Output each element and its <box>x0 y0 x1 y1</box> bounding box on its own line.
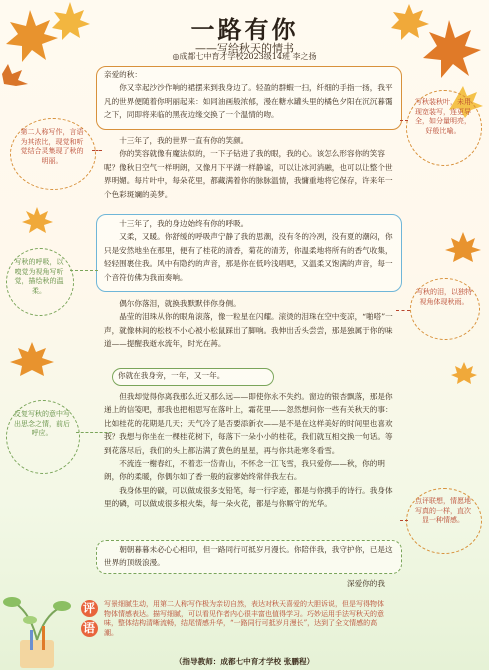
note-1: 写秋装秋叶，未用现宽装写，连更导全，如分量明亮，好般比喻。 <box>415 98 471 135</box>
signature: 深爱你的我 <box>347 579 385 588</box>
paragraph-12: 朝朝暮暮未必心心相印，但一路同行可抵岁月漫长。你陪伴我，我守护你，已是这世界的顶级浪漫。 <box>104 545 393 568</box>
paragraph-6: 偶尔你落泪，就换我默默伴你身侧。 <box>119 299 241 308</box>
paragraph-8: 你就在我身旁，一年，又一年。 <box>118 371 225 380</box>
paragraph-7: 晶莹的泪珠从你的眼角滚落，像一粒星在闪耀。滚烫的泪珠在空中变凉，“啪嗒”一声，就像林间的松枝不小心被小松鼠踩出了脚响。我伸出舌头尝尝，那是独属于你的味道——提醒我逝水流年，时光在苒。 <box>104 312 393 349</box>
note-connector <box>396 310 410 311</box>
page-title: 一路有你 <box>190 15 299 44</box>
review-badge-char-2: 语 <box>81 620 98 637</box>
body-section-5 <box>118 369 268 382</box>
page-subtitle: ——写给秋天的情书 <box>195 42 294 55</box>
paragraph-11: 我身体里的碳，可以做成很多支铅笔，每一行字迹，都是与你携手的诗行。我身体里的磷，可以做成很多根火柴，每一朵火花，都是与你厮守的光华。 <box>104 485 393 509</box>
paragraph-5: 又柔，又暖。你舒缓的呼吸声宁静了我的思潮，没有冬的冷冽，没有夏的潮闷，你只是安然地坐在那里，便有了桂花的清香，菊花的清芳，你温柔地将所有的香气收集，轻轻围裹住我。风中有隐约的声音，那是你在低吟浅唱吧，又温柔又饱满的声音，每一个音符仿佛为我而奏响。 <box>104 232 393 282</box>
plant-decoration-icon <box>0 560 80 670</box>
paragraph-2: 十三年了，我的世界一直有你的笑颜。 <box>119 136 249 145</box>
author-line: ◎成都七中育才学校2023级14班 李之扬 <box>172 52 317 61</box>
body-section-2 <box>104 134 396 201</box>
note-connector <box>70 270 98 271</box>
note-connector <box>400 120 408 121</box>
maple-leaf-icon <box>20 205 54 235</box>
review-text: 写景细腻生动，用第二人称写作极为亲切自然，表达对秋天喜爱的大胆诉说，但是写得物体物体情感表达。描写细腻，可以看见作者内心很丰富也值得学习。巧妙运用手法写秋天的意味，整体结构清晰流畅，结尾情感升华，“一路同行可抵岁月漫长”，达到了全文情感的高潮。 <box>104 600 384 637</box>
paragraph-1: 你又幸起沙沙作响的裙摆来到我身边了。轻盈的群蝦一扫，纤细的手指一扬，我平凡的世界便随着你明丽起来：如同油画般浓郁，漫在糖水罐头里的橘色夕阳在沉沉暮霭之下，同即将来临的黑夜边缘交换了一个温情的吻。 <box>104 83 393 120</box>
review-badge-char-1: 评 <box>81 600 98 617</box>
body-section-6 <box>104 390 396 511</box>
note-3: 写秋的呼吸，以嗅觉为视角写听觉，描绘秋的温柔。 <box>14 258 64 295</box>
note-5: 反复写秋的意中写出思念之情，前后呼应。 <box>14 410 70 438</box>
review-badge <box>78 600 100 640</box>
maple-leaf-icon <box>8 340 58 380</box>
body-intro <box>104 68 396 122</box>
note-connector <box>400 520 408 521</box>
body-section-4 <box>104 297 396 351</box>
paragraph-3: 你的笑容就像有魔法似的，一下子钻进了我的眼，我的心。该怎么形容你的笑容呢？像秋日空气一样明朗，又像月下平湖一样静谧，可以让冰河消融，也可以让整个世界明媚。每片叶中，每朵花里，都藏满着你的脉脉温情，我慵重地将它保存，许来年一个色彩斑斓的美梦。 <box>104 149 393 199</box>
teacher-credit: （指导教师：成都七中育才学校 张鹏程） <box>174 657 315 666</box>
note-6: 点评联想，情愿地写真的一样，直次显一种情感。 <box>415 497 471 525</box>
note-4: 写秋的泪，以独特视角体现秋雨。 <box>416 288 472 306</box>
note-2: 第二人称写作，言语为其浓比，现觉和听觉结合灵集现了秋的明丽。 <box>20 128 84 165</box>
body-section-3 <box>104 217 396 284</box>
salutation: 亲爱的秋： <box>104 70 142 79</box>
paragraph-9: 但我却觉得你离我那么近又那么远——即使你永不失约。窗边的银杏飘落，那是你递上的信笺吧，那我也把相思写在落叶上，霜花里——忽然想问你一些有关秋天的事：比如桂花的花期是几天；天气冷了是否要添新衣——是不是在这样美好的时间里也喜欢我？我想与你坐在一棵桂花树下，每落下一朵小小的桂花，我们就互相交换一句话。等到花落尽后，我们的头上都沾满了黄色的星星，再与你共赴寒冬看雪。 <box>104 392 393 455</box>
body-section-7 <box>104 543 396 570</box>
note-connector <box>76 432 112 433</box>
paragraph-4: 十三年了，我的身边始终有你的呼吸。 <box>119 219 249 228</box>
note-connector <box>92 150 102 151</box>
maple-leaf-icon <box>449 360 479 386</box>
maple-leaf-icon <box>443 230 483 264</box>
paragraph-10: 不流连一榭春红，不着恋一岱青山，不怀念一江飞雪，我只爱你——秋，你的明朗，你的柔暖，你偶尔如了香一般的寂寥始终常伴我左右。 <box>104 459 385 482</box>
